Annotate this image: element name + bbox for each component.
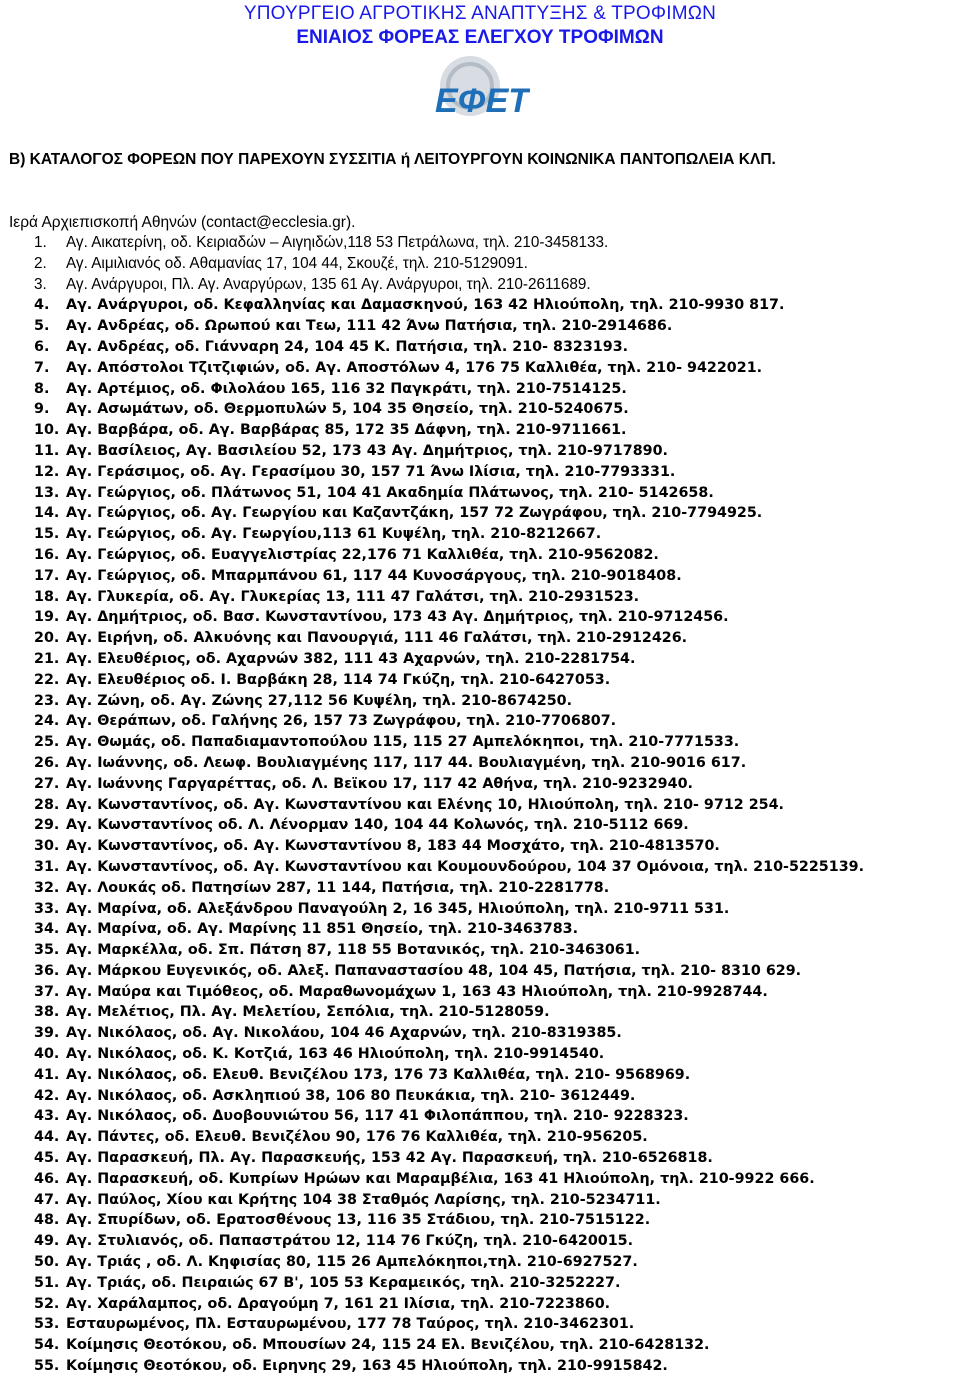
list-item-number: 52. (34, 1295, 60, 1312)
list-item-text: Αγ. Μαύρα και Τιμόθεος, οδ. Μαραθωνομάχων 1, 163 43 Ηλιούπολη, τηλ. 210-9928744. (66, 983, 768, 1000)
list-item-number: 22. (34, 671, 60, 688)
list-item-number: 34. (34, 921, 60, 938)
list-item (0, 524, 960, 545)
list-item-number: 4. (34, 297, 50, 314)
list-item-text: Αγ. Πάντες, οδ. Ελευθ. Βενιζέλου 90, 176 76 Καλλιθέα, τηλ. 210-956205. (66, 1129, 648, 1146)
list-item-text: Αγ. Θωμάς, οδ. Παπαδιαμαντοπούλου 115, 115 27 Αμπελόκηποι, τηλ. 210-7771533. (66, 734, 740, 751)
list-item-number: 7. (34, 359, 50, 376)
list-item-number: 32. (34, 879, 60, 896)
list-item-number: 35. (34, 942, 60, 959)
section-title: Β) ΚΑΤΑΛΟΓΟΣ ΦΟΡΕΩΝ ΠΟΥ ΠΑΡΕΧΟΥΝ ΣΥΣΣΙΤΙΑ ή ΛΕΙΤΟΥΡΓΟΥΝ ΚΟΙΝΩΝΙΚΑ ΠΑΝΤΟΠΩΛΕΙΑ ΚΛΠ. (9, 151, 776, 168)
list-item-number: 50. (34, 1254, 60, 1271)
list-item-text: Εσταυρωμένος, Πλ. Εσταυρωμένου, 177 78 Ταύρος, τηλ. 210-3462301. (66, 1316, 635, 1333)
list-item (0, 587, 960, 608)
list-item-number: 16. (34, 546, 60, 563)
list-item-number: 12. (34, 463, 60, 480)
list-item-text: Αγ. Θεράπων, οδ. Γαλήνης 26, 157 73 Ζωγράφου, τηλ. 210-7706807. (66, 713, 617, 730)
list-item (0, 753, 960, 774)
list-item (0, 1169, 960, 1190)
list-item (0, 566, 960, 587)
list-item (0, 670, 960, 691)
list-item (0, 503, 960, 524)
ministry-name: ΥΠΟΥΡΓΕΙΟ ΑΓΡΟΤΙΚΗΣ ΑΝΑΠΤΥΞΗΣ & ΤΡΟΦΙΜΩΝ (243, 3, 717, 24)
list-item (0, 358, 960, 379)
list-item-text: Αγ. Γεράσιμος, οδ. Αγ. Γερασίμου 30, 157 71 Άνω Ιλίσια, τηλ. 210-7793331. (66, 463, 676, 480)
logo-text: ΕΦΕΤ (434, 82, 530, 120)
list-item-number: 15. (34, 526, 60, 543)
list-item (0, 1252, 960, 1273)
list-item-number: 19. (34, 609, 60, 626)
list-item (0, 316, 960, 337)
list-item-text: Αγ. Ιωάννης Γαργαρέττας, οδ. Λ. Βεϊκου 17, 117 42 Αθήνα, τηλ. 210-9232940. (66, 775, 693, 792)
list-item-text: Αγ. Μαρίνα, οδ. Αλεξάνδρου Παναγούλη 2, 16 345, Ηλιούπολη, τηλ. 210-9711 531. (66, 900, 730, 917)
list-item-text: Αγ. Παρασκευή, Πλ. Αγ. Παρασκευής, 153 42 Αγ. Παρασκευή, τηλ. 210-6526818. (66, 1150, 713, 1167)
list-item (0, 795, 960, 816)
list-item (0, 607, 960, 628)
list-item-text: Αγ. Μάρκου Ευγενικός, οδ. Αλεξ. Παπαναστασίου 48, 104 45, Πατήσια, τηλ. 210- 8310 629. (66, 962, 802, 979)
list-item (0, 1314, 960, 1335)
list-item-text: Αγ. Νικόλαος, οδ. Αγ. Νικολάου, 104 46 Αχαρνών, τηλ. 210-8319385. (66, 1025, 622, 1042)
list-item-text: Αγ. Λουκάς οδ. Πατησίων 287, 11 144, Πατήσια, τηλ. 210-2281778. (66, 879, 610, 896)
list-item (0, 961, 960, 982)
list-item (0, 441, 960, 462)
list-item-text: Αγ. Νικόλαος, οδ. Δυοβουνιώτου 56, 117 41 Φιλοπάππου, τηλ. 210- 9228323. (66, 1108, 689, 1125)
list-item (0, 919, 960, 940)
list-item-number: 54. (34, 1337, 60, 1354)
list-item-number: 21. (34, 650, 60, 667)
list-item-number: 26. (34, 754, 60, 771)
list-item-number: 29. (34, 817, 60, 834)
list-item-number: 25. (34, 734, 60, 751)
list-item (0, 1356, 960, 1377)
list-item-text: Αγ. Σπυρίδων, οδ. Ερατοσθένους 13, 116 35 Στάδιου, τηλ. 210-7515122. (66, 1212, 651, 1229)
list-item-text: Αγ. Νικόλαος, οδ. Ασκληπιού 38, 106 80 Πευκάκια, τηλ. 210- 3612449. (66, 1087, 636, 1104)
list-item-number: 10. (34, 422, 60, 439)
list-item (0, 254, 960, 275)
list-item-text: Αγ. Χαράλαμπος, οδ. Δραγούμη 7, 161 21 Ιλίσια, τηλ. 210-7223860. (66, 1295, 611, 1312)
list-item-number: 1. (34, 234, 47, 251)
list-item (0, 774, 960, 795)
list-item-text: Αγ. Ελευθέριος, οδ. Αχαρνών 382, 111 43 Αχαρνών, τηλ. 210-2281754. (66, 650, 636, 667)
list-item-text: Αγ. Βαρβάρα, οδ. Αγ. Βαρβάρας 85, 172 35 Δάφνη, τηλ. 210-9711661. (66, 422, 627, 439)
list-item-text: Αγ. Ειρήνη, οδ. Αλκυόνης και Πανουργιά, 111 46 Γαλάτσι, τηλ. 210-2912426. (66, 630, 688, 647)
list-item-text: Αγ. Ανδρέας, οδ. Γιάνναρη 24, 104 45 Κ. Πατήσια, τηλ. 210- 8323193. (66, 338, 629, 355)
list-item-text: Αγ. Κωνσταντίνος, οδ. Αγ. Κωνσταντίνου και Ελένης 10, Ηλιούπολη, τηλ. 210- 9712 254. (66, 796, 784, 813)
list-item-text: Αγ. Απόστολοι Τζιτζιφιών, οδ. Αγ. Αποστόλων 4, 176 75 Καλλιθέα, τηλ. 210- 9422021. (66, 359, 763, 376)
list-item-text: Αγ. Ιωάννης, οδ. Λεωφ. Βουλιαγμένης 117, 117 44. Βουλιαγμένη, τηλ. 210-9016 617. (66, 754, 747, 771)
list-item (0, 878, 960, 899)
list-item-number: 8. (34, 380, 50, 397)
list-item (0, 1023, 960, 1044)
list-item-number: 51. (34, 1274, 60, 1291)
list-item-number: 28. (34, 796, 60, 813)
list-item (0, 899, 960, 920)
list-item (0, 233, 960, 254)
list-item-number: 3. (34, 275, 47, 293)
list-item-number: 11. (34, 442, 60, 459)
list-item-text: Κοίμησις Θεοτόκου, οδ. Μπουσίων 24, 115 24 Ελ. Βενιζέλου, τηλ. 210-6428132. (66, 1337, 710, 1354)
list-item (0, 1065, 960, 1086)
list-item (0, 857, 926, 878)
list-item (0, 1044, 960, 1065)
list-item-text: Αγ. Γεώργιος, οδ. Αγ. Γεωργίου και Καζαντζάκη, 157 72 Ζωγράφου, τηλ. 210-7794925. (66, 505, 763, 522)
list-item-number: 6. (34, 338, 50, 355)
list-item-number: 9. (34, 401, 50, 418)
list-item-number: 20. (34, 630, 60, 647)
list-item-number: 2. (34, 254, 47, 272)
list-item-text: Αγ. Ασωμάτων, οδ. Θερμοπυλών 5, 104 35 Θησείο, τηλ. 210-5240675. (66, 401, 629, 418)
list-item-text: Κοίμησις Θεοτόκου, οδ. Ειρηνης 29, 163 45 Ηλιούπολη, τηλ. 210-9915842. (66, 1358, 668, 1375)
list-item (0, 982, 960, 1003)
list-item-text: Αγ. Γεώργιος, οδ. Αγ. Γεωργίου,113 61 Κυψέλη, τηλ. 210-8212667. (66, 526, 602, 543)
list-item (0, 545, 960, 566)
list-item (0, 1294, 960, 1315)
list-item-number: 46. (34, 1170, 60, 1187)
list-item-text: Αγ. Βασίλειος, Αγ. Βασιλείου 52, 173 43 Αγ. Δημήτριος, τηλ. 210-9717890. (66, 442, 668, 459)
list-item (0, 462, 960, 483)
list-item-text: Αγ. Τριάς, οδ. Πειραιώς 67 Β', 105 53 Κεραμεικός, τηλ. 210-3252227. (66, 1274, 621, 1291)
list-item-text: Αγ. Γεώργιος, οδ. Ευαγγελιστρίας 22,176 71 Καλλιθέα, τηλ. 210-9562082. (66, 546, 659, 563)
list-item (0, 836, 960, 857)
list-item (0, 483, 960, 504)
list-item (0, 815, 960, 836)
list-item-number: 5. (34, 318, 50, 335)
list-item-text: Αγ. Ανάργυροι, οδ. Κεφαλληνίας και Δαμασκηνού, 163 42 Ηλιούπολη, τηλ. 210-9930 817. (66, 297, 785, 314)
list-item-number: 30. (34, 838, 60, 855)
list-item-text: Αγ. Δημήτριος, οδ. Βασ. Κωνσταντίνου, 173 43 Αγ. Δημήτριος, τηλ. 210-9712456. (66, 609, 729, 626)
list-item (0, 1002, 960, 1023)
list-item-number: 23. (34, 692, 60, 709)
list-item-text: Αγ. Ανάργυροι, Πλ. Αγ. Αναργύρων, 135 61 Αγ. Ανάργυροι, τηλ. 210-2611689. (66, 275, 591, 293)
list-item-number: 42. (34, 1087, 60, 1104)
list-item (0, 399, 960, 420)
list-item (0, 1210, 960, 1231)
intro-line: Ιερά Αρχιεπισκοπή Αθηνών (contact@ecclesia.gr). (9, 214, 356, 231)
list-item-number: 33. (34, 900, 60, 917)
list-item-text: Αγ. Κωνσταντίνος, οδ. Αγ. Κωνσταντίνου 8, 183 44 Μοσχάτο, τηλ. 210-4813570. (66, 838, 720, 855)
list-item-number: 55. (34, 1358, 60, 1375)
list-item-text: Αγ. Στυλιανός, οδ. Παπαστράτου 12, 114 76 Γκύζη, τηλ. 210-6420015. (66, 1233, 634, 1250)
list-item (0, 1231, 960, 1252)
list-item (0, 628, 960, 649)
list-item-text: Αγ. Ελευθέριος οδ. Ι. Βαρβάκη 28, 114 74 Γκύζη, τηλ. 210-6427053. (66, 671, 611, 688)
list-item-number: 43. (34, 1108, 60, 1125)
list-item-text: Αγ. Παρασκευή, οδ. Κυπρίων Ηρώων και Μαραμβέλια, 163 41 Ηλιούπολη, τηλ. 210-9922 666. (66, 1170, 815, 1187)
list-item-number: 44. (34, 1129, 60, 1146)
list-item-text: Αγ. Γεώργιος, οδ. Πλάτωνος 51, 104 41 Ακαδημία Πλάτωνος, τηλ. 210- 5142658. (66, 484, 714, 501)
list-item-text: Αγ. Αιμιλιανός οδ. Αθαμανίας 17, 104 44, Σκουζέ, τηλ. 210-5129091. (66, 254, 528, 272)
list-item (0, 295, 960, 316)
list-item-number: 14. (34, 505, 60, 522)
list-item (0, 337, 960, 358)
list-item (0, 1335, 960, 1356)
list-item-number: 53. (34, 1316, 60, 1333)
list-item-number: 24. (34, 713, 60, 730)
list-item (0, 691, 960, 712)
list-item (0, 1127, 960, 1148)
list-item-number: 36. (34, 962, 60, 979)
list-item-number: 17. (34, 567, 60, 584)
list-item-text: Αγ. Μελέτιος, Πλ. Αγ. Μελετίου, Σεπόλια, τηλ. 210-5128059. (66, 1004, 550, 1021)
list-item-number: 47. (34, 1191, 60, 1208)
list-item (0, 1190, 960, 1211)
agency-name: ΕΝΙΑΙΟΣ ΦΟΡΕΑΣ ΕΛΕΓΧΟΥ ΤΡΟΦΙΜΩΝ (296, 27, 664, 48)
list-item (0, 940, 960, 961)
list-item (0, 1273, 960, 1294)
list-item-text: Αγ. Ζώνη, οδ. Αγ. Ζώνης 27,112 56 Κυψέλη, τηλ. 210-8674250. (66, 692, 573, 709)
list-item-number: 38. (34, 1004, 60, 1021)
list-item (0, 1086, 960, 1107)
list-item-text: Αγ. Ανδρέας, οδ. Ωρωπού και Τεω, 111 42 Άνω Πατήσια, τηλ. 210-2914686. (66, 318, 673, 335)
list-item-text: Αγ. Μαρκέλλα, οδ. Σπ. Πάτση 87, 118 55 Βοτανικός, τηλ. 210-3463061. (66, 942, 641, 959)
list-item (0, 379, 960, 400)
list-item (0, 420, 960, 441)
list-item-text: Αγ. Μαρίνα, οδ. Αγ. Μαρίνης 11 851 Θησείο, τηλ. 210-3463783. (66, 921, 579, 938)
list-item (0, 275, 960, 296)
list-item (0, 711, 960, 732)
list-item-number: 18. (34, 588, 60, 605)
list-item-text: Αγ. Αρτέμιος, οδ. Φιλολάου 165, 116 32 Παγκράτι, τηλ. 210-7514125. (66, 380, 627, 397)
list-item-text: Αγ. Γλυκερία, οδ. Αγ. Γλυκερίας 13, 111 47 Γαλάτσι, τηλ. 210-2931523. (66, 588, 640, 605)
list-item-number: 39. (34, 1025, 60, 1042)
document-header (0, 2, 960, 50)
efet-logo (432, 54, 530, 124)
list-item (0, 732, 960, 753)
list-item-text: Αγ. Αικατερίνη, οδ. Κειριαδών – Αιγηιδών,118 53 Πετράλωνα, τηλ. 210-3458133. (66, 234, 609, 251)
organization-list (0, 233, 960, 1377)
list-item-number: 31. (34, 858, 60, 875)
list-item-text: Αγ. Κωνσταντίνος οδ. Λ. Λένορμαν 140, 104 44 Κολωνός, τηλ. 210-5112 669. (66, 817, 689, 834)
list-item (0, 649, 960, 670)
list-item-number: 13. (34, 484, 60, 501)
list-item-number: 48. (34, 1212, 60, 1229)
list-item-text: Αγ. Νικόλαος, οδ. Ελευθ. Βενιζέλου 173, 176 73 Καλλιθέα, τηλ. 210- 9568969. (66, 1066, 691, 1083)
list-item (0, 1106, 960, 1127)
list-item-text: Αγ. Τριάς , οδ. Λ. Κηφισίας 80, 115 26 Αμπελόκηποι,τηλ. 210-6927527. (66, 1254, 638, 1271)
list-item-number: 49. (34, 1233, 60, 1250)
list-item-number: 40. (34, 1046, 60, 1063)
list-item-text: Αγ. Κωνσταντίνος, οδ. Αγ. Κωνσταντίνου και Κουμουνδούρου, 104 37 Ομόνοια, τηλ. 210-5225139. (66, 858, 865, 875)
list-item-number: 27. (34, 775, 60, 792)
list-item-text: Αγ. Νικόλαος, οδ. Κ. Κοτζιά, 163 46 Ηλιούπολη, τηλ. 210-9914540. (66, 1046, 605, 1063)
list-item-text: Αγ. Παύλος, Χίου και Κρήτης 104 38 Σταθμός Λαρίσης, τηλ. 210-5234711. (66, 1191, 661, 1208)
list-item (0, 1148, 960, 1169)
list-item-text: Αγ. Γεώργιος, οδ. Μπαρμπάνου 61, 117 44 Κυνοσάργους, τηλ. 210-9018408. (66, 567, 682, 584)
list-item-number: 41. (34, 1066, 60, 1083)
list-item-number: 45. (34, 1150, 60, 1167)
list-item-number: 37. (34, 983, 60, 1000)
